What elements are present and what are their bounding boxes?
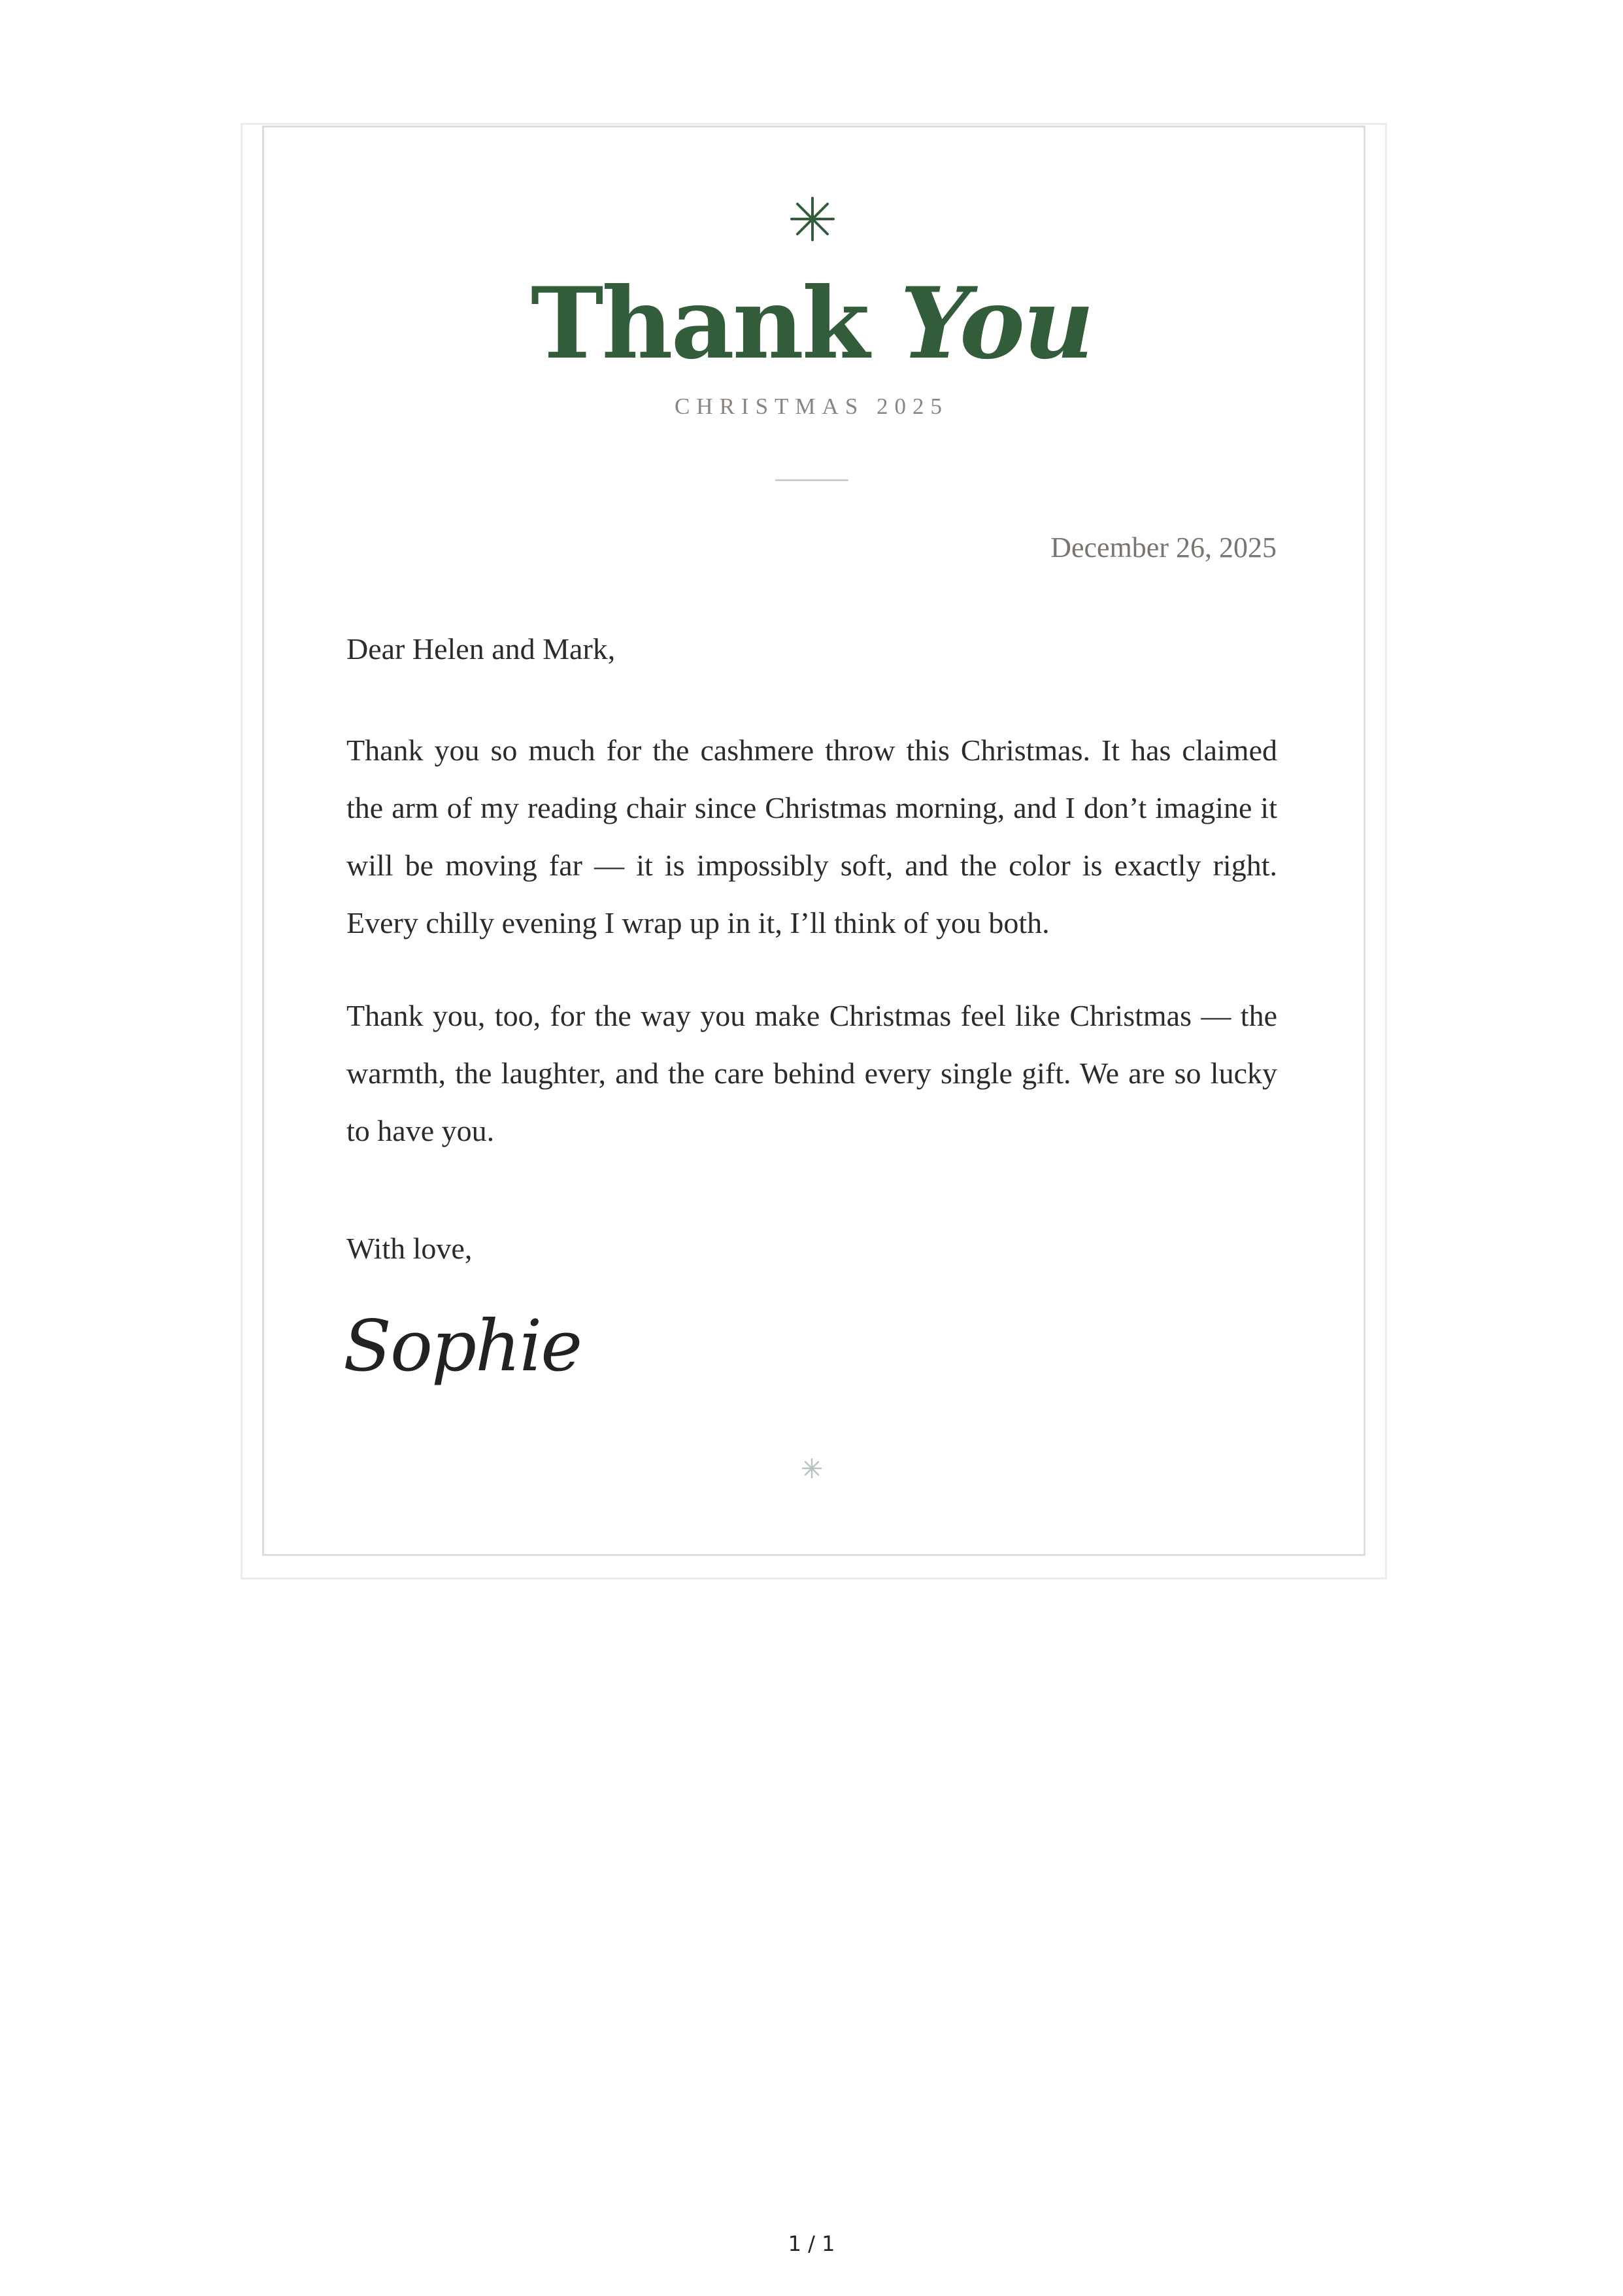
letter-paragraph-2: Thank you, too, for the way you make Christmas feel like Christmas — the warmth, the laughter, and the care behind every single gift. We are so lucky to have you. [346, 999, 1277, 1147]
letter-title [0, 265, 1623, 382]
title-main: Thank [530, 266, 868, 381]
letter-greeting: Dear Helen and Mark, [346, 632, 616, 666]
letter-subtitle: CHRISTMAS 2025 [674, 394, 949, 419]
letter-closing: With love, [346, 1232, 473, 1265]
letter-date: December 26, 2025 [1050, 532, 1277, 564]
asterisk-star-icon [790, 196, 835, 242]
letter-paragraph-1: Thank you so much for the cashmere throw this Christmas. It has claimed the arm of my reading chair since Christmas morning, and I don’t imagine it will be moving far — it is impossibly soft, and the color is exactly right. Every chilly evening I wrap up in it, I’ll think of you both. [346, 734, 1277, 939]
title-divider [775, 479, 848, 481]
title-italic: You [899, 266, 1093, 381]
signature: Sophie [343, 1306, 582, 1387]
asterisk-star-icon [801, 1458, 822, 1479]
page-number: 1 / 1 [788, 2231, 835, 2256]
